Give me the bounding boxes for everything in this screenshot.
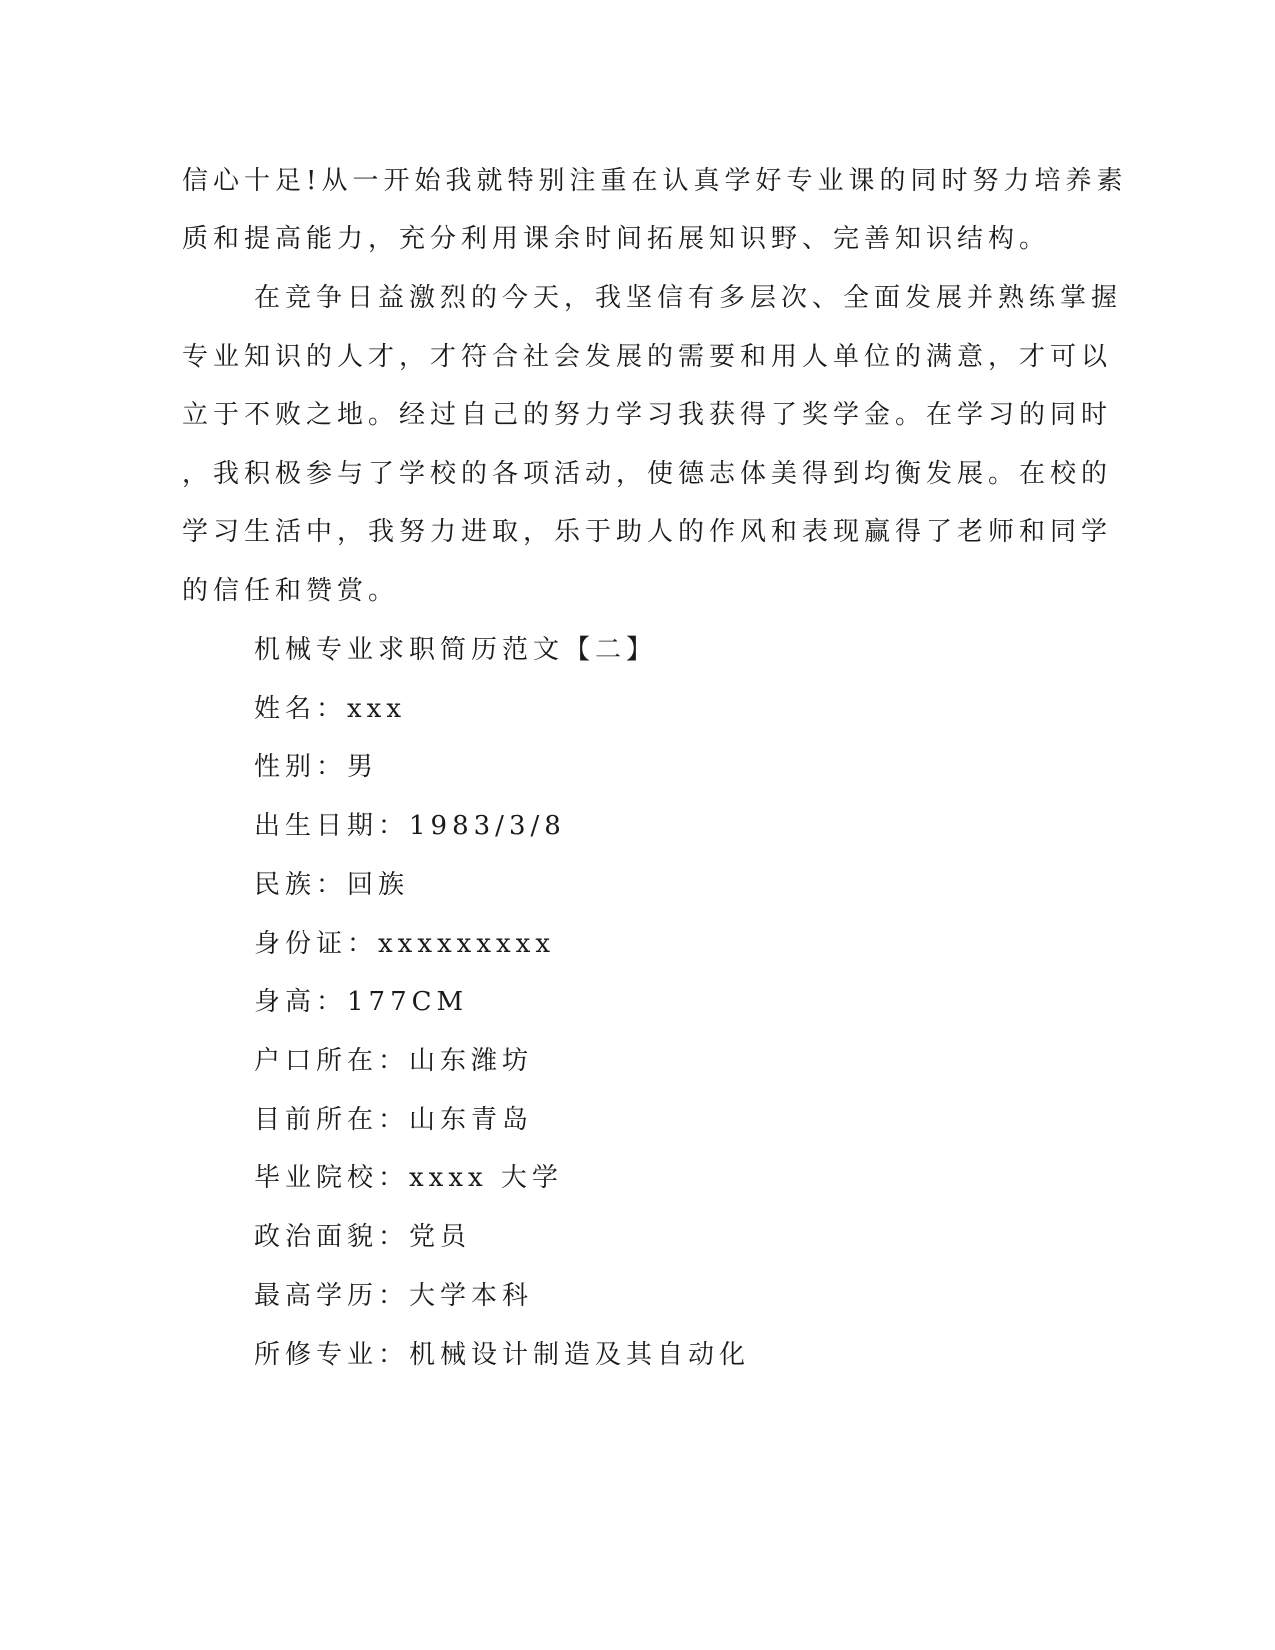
paragraph2-line-6: 的信任和赞赏。 (182, 576, 400, 606)
field-height (254, 986, 468, 1018)
field-value: 1983/3/8 (409, 811, 566, 841)
field-id-card (254, 928, 555, 960)
field-label: 目前所在： (254, 1105, 410, 1135)
section-title: 机械专业求职简历范文【二】 (254, 635, 658, 665)
field-school (254, 1162, 563, 1194)
field-value: xxxx 大学 (409, 1163, 563, 1193)
paragraph2-line-4: ，我积极参与了学校的各项活动，使德志体美得到均衡发展。在校的 (182, 459, 1113, 489)
field-label: 民族： (254, 870, 348, 900)
field-label: 最高学历： (254, 1281, 410, 1311)
field-label: 身高： (254, 987, 348, 1017)
paragraph2-line-1: 在竞争日益激烈的今天，我坚信有多层次、全面发展并熟练掌握 (254, 283, 1123, 313)
field-value: 回族 (347, 870, 410, 900)
field-label: 政治面貌： (254, 1222, 410, 1252)
field-birthdate (254, 810, 566, 842)
field-ethnicity (254, 869, 409, 901)
field-value: 机械设计制造及其自动化 (409, 1340, 751, 1370)
field-label: 姓名： (254, 694, 348, 724)
field-value: xxxxxxxxx (378, 929, 555, 959)
field-value: xxx (347, 694, 407, 724)
field-political-status (254, 1221, 471, 1253)
field-value: 男 (347, 752, 379, 782)
field-label: 户口所在： (254, 1046, 410, 1076)
paragraph2-line-3: 立于不败之地。经过自己的努力学习我获得了奖学金。在学习的同时 (182, 400, 1113, 430)
paragraph2-line-5: 学习生活中，我努力进取，乐于助人的作风和表现赢得了老师和同学 (182, 517, 1113, 547)
paragraph1-line-1: 信心十足!从一开始我就特别注重在认真学好专业课的同时努力培养素 (182, 166, 1128, 196)
field-label: 性别： (254, 752, 348, 782)
field-name (254, 693, 406, 725)
field-label: 所修专业： (254, 1340, 410, 1370)
field-label: 毕业院校： (254, 1163, 410, 1193)
field-education (254, 1280, 533, 1312)
field-value: 山东青岛 (409, 1105, 534, 1135)
field-label: 身份证： (254, 929, 379, 959)
field-current-location (254, 1104, 533, 1136)
paragraph1-line-2: 质和提高能力，充分利用课余时间拓展知识野、完善知识结构。 (182, 224, 1051, 254)
paragraph2-line-2: 专业知识的人才，才符合社会发展的需要和用人单位的满意，才可以 (182, 342, 1113, 372)
field-label: 出生日期： (254, 811, 410, 841)
field-value: 177CM (347, 987, 469, 1017)
field-gender (254, 751, 378, 783)
field-value: 山东潍坊 (409, 1046, 534, 1076)
field-major (254, 1339, 750, 1371)
field-value: 党员 (409, 1222, 472, 1252)
field-value: 大学本科 (409, 1281, 534, 1311)
field-hukou (254, 1045, 533, 1077)
